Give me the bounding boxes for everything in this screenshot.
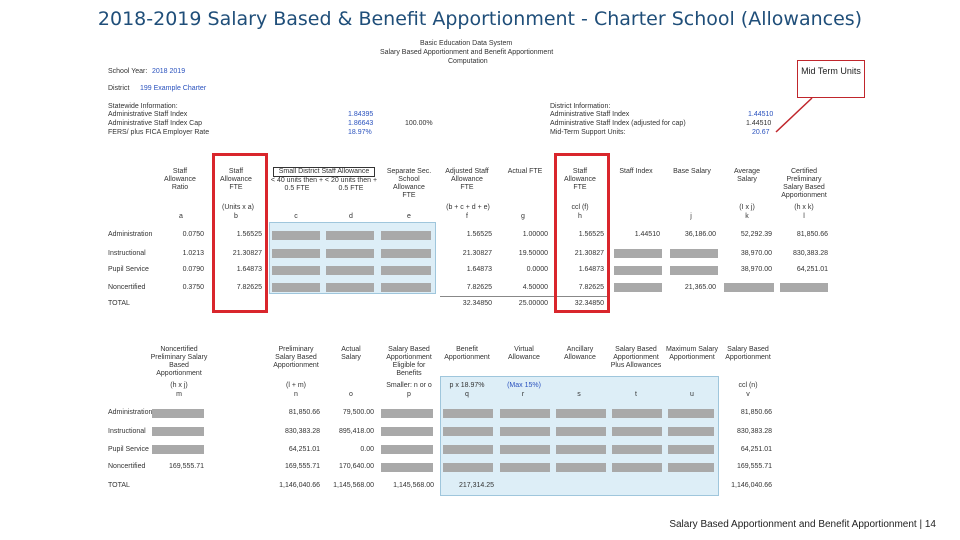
- t1-gray-cell: [381, 266, 431, 275]
- t2-note-n: (l + m): [285, 382, 307, 389]
- t2-cell: 830,383.28: [736, 428, 772, 435]
- report-header-line2: Salary Based Apportionment and Benefit Apportionment: [380, 49, 554, 56]
- t2-gray-cell: [443, 445, 493, 454]
- t1-cell: 7.82625: [578, 284, 604, 291]
- t1-code-h: h: [578, 213, 582, 220]
- t2-header-r: Virtual Allowance: [508, 346, 540, 361]
- t2-gray-cell: [668, 445, 714, 454]
- t2-total-q: 217,314.25: [458, 482, 494, 489]
- t1-gray-cell: [326, 283, 374, 292]
- district-info-value-3: 20.67: [752, 129, 770, 136]
- t2-gray-cell: [152, 409, 204, 418]
- t2-gray-cell: [500, 409, 550, 418]
- t2-gray-cell: [668, 409, 714, 418]
- t2-header-q: Benefit Apportionment: [444, 346, 490, 361]
- t2-code-t: t: [635, 391, 637, 398]
- t2-header-t: Salary Based Apportionment Plus Allowances: [610, 346, 662, 369]
- t2-gray-cell: [556, 445, 606, 454]
- t1-code-g: g: [521, 213, 525, 220]
- t1-row4-label: Noncertified: [108, 284, 146, 291]
- t2-total-p: 1,145,568.00: [393, 482, 434, 489]
- t2-row3-label: Pupil Service: [108, 446, 149, 453]
- school-year-value: 2018 2019: [152, 68, 186, 75]
- t2-cell: 830,383.28: [284, 428, 320, 435]
- t1-cell: 21,365.00: [684, 284, 716, 291]
- district-label: District: [108, 85, 130, 92]
- district-info-label-1: Administrative Staff Index: [550, 111, 630, 118]
- t1-sub-d: < 20 units then + 0.5 FTE: [324, 177, 378, 192]
- t1-total-g: 25.00000: [518, 300, 548, 307]
- t1-header-j: Base Salary: [673, 168, 711, 175]
- t2-header-o: Actual Salary: [341, 346, 361, 361]
- statewide-label-1: Administrative Staff Index: [108, 111, 188, 118]
- t1-gray-cell: [272, 231, 320, 240]
- t1-row3-label: Pupil Service: [108, 266, 149, 273]
- t2-gray-cell: [668, 427, 714, 436]
- t2-gray-cell: [443, 409, 493, 418]
- t2-header-p: Salary Based Apportionment Eligible for Benefits: [386, 346, 432, 377]
- t1-header-a: Staff Allowance Ratio: [164, 168, 196, 191]
- t2-row2-label: Instructional: [108, 428, 146, 435]
- mid-term-units-callout: Mid Term Units: [797, 60, 865, 98]
- t2-header-n: Preliminary Salary Based Apportionment: [273, 346, 319, 369]
- t2-gray-cell: [556, 409, 606, 418]
- t2-gray-cell: [152, 427, 204, 436]
- t1-cell: 1.64873: [236, 266, 262, 273]
- t2-gray-cell: [612, 463, 662, 472]
- t1-cell: 1.64873: [578, 266, 604, 273]
- t1-total-label: TOTAL: [108, 300, 130, 307]
- slide-title: 2018-2019 Salary Based & Benefit Apportionment - Charter School (Allowances): [97, 8, 863, 30]
- t1-note-k: (I x j): [739, 204, 755, 211]
- t2-gray-cell: [381, 445, 433, 454]
- t1-gray-cell: [614, 249, 662, 258]
- t1-row2-label: Instructional: [108, 250, 146, 257]
- t1-row1-label: Administration: [108, 231, 153, 238]
- t1-gray-cell: [614, 283, 662, 292]
- t1-cell: 4.50000: [522, 284, 548, 291]
- t1-cell: 21.30827: [574, 250, 604, 257]
- t2-gray-cell: [381, 427, 433, 436]
- t1-code-e: e: [407, 213, 411, 220]
- t1-code-j: j: [690, 213, 692, 220]
- t2-cell: 169,555.71: [284, 463, 320, 470]
- t2-note-q: p x 18.97%: [449, 382, 485, 389]
- t2-note-v: ccl (n): [738, 382, 758, 389]
- report-header-line3: Computation: [448, 58, 488, 65]
- t1-code-b: b: [234, 213, 238, 220]
- t2-code-p: p: [407, 391, 411, 398]
- t1-gray-cell: [780, 283, 828, 292]
- staff-allowance-fte-highlight: [212, 153, 268, 313]
- t1-gray-cell: [381, 231, 431, 240]
- t2-row4-label: Noncertified: [108, 463, 146, 470]
- t1-cell: 38,970.00: [740, 250, 772, 257]
- t2-gray-cell: [556, 427, 606, 436]
- t2-header-u: Maximum Salary Apportionment: [665, 346, 719, 361]
- t2-code-r: r: [521, 391, 525, 398]
- statewide-value-2: 1.86643: [348, 120, 374, 127]
- t1-cell: 1.0213: [182, 250, 204, 257]
- t1-cell: 0.0750: [182, 231, 204, 238]
- t1-cell: 0.0790: [182, 266, 204, 273]
- t1-cell: 19.50000: [518, 250, 548, 257]
- t1-cell: 21.30827: [232, 250, 262, 257]
- slide-footer: Salary Based Apportionment and Benefit Apportionment | 14: [669, 519, 936, 530]
- t1-header-f: Adjusted Staff Allowance FTE: [445, 168, 489, 191]
- t2-cell: 64,251.01: [288, 446, 320, 453]
- t2-cell: 64,251.01: [740, 446, 772, 453]
- t2-cell: 170,640.00: [338, 463, 374, 470]
- t1-gray-cell: [326, 231, 374, 240]
- t2-code-o: o: [349, 391, 353, 398]
- t2-gray-cell: [668, 463, 714, 472]
- t1-header-b: Staff Allowance FTE: [220, 168, 252, 191]
- t1-gray-cell: [326, 266, 374, 275]
- t1-cell: 1.56525: [236, 231, 262, 238]
- t1-gray-cell: [670, 266, 718, 275]
- t1-gray-cell: [272, 283, 320, 292]
- t1-header-k: Average Salary: [734, 168, 760, 183]
- t1-cell: 52,292.39: [740, 231, 772, 238]
- t2-cell: 81,850.66: [740, 409, 772, 416]
- t1-code-k: k: [745, 213, 749, 220]
- t2-gray-cell: [443, 463, 493, 472]
- statewide-label-3: FERS/ plus FICA Employer Rate: [108, 129, 210, 136]
- t1-header-e: Separate Sec. School Allowance FTE: [386, 168, 432, 199]
- school-year-label: School Year:: [108, 68, 148, 75]
- district-info-label-2: Administrative Staff Index (adjusted for cap): [550, 120, 686, 127]
- callout-pointer: [760, 96, 820, 136]
- staff-allowance-fte-final-highlight: [554, 153, 610, 313]
- t2-header-v: Salary Based Apportionment: [725, 346, 771, 361]
- t1-note-f: (b + c + d + e): [446, 204, 490, 211]
- t1-cell: 81,850.66: [796, 231, 828, 238]
- statewide-value-3: 18.97%: [348, 129, 372, 136]
- t1-cell: 36,186.00: [684, 231, 716, 238]
- t1-gray-cell: [272, 249, 320, 258]
- t1-note-b: (Units x a): [222, 204, 254, 211]
- t1-header-h: Staff Allowance FTE: [564, 168, 596, 191]
- t2-code-v: v: [746, 391, 750, 398]
- t1-cell: 64,251.01: [796, 266, 828, 273]
- t2-gray-cell: [381, 409, 433, 418]
- statewide-label-2: Administrative Staff Index Cap: [108, 120, 203, 127]
- t2-note-r: (Max 15%): [507, 382, 541, 389]
- statewide-heading: Statewide Information:: [108, 103, 178, 110]
- t2-total-n: 1,146,040.66: [279, 482, 320, 489]
- t2-code-q: q: [465, 391, 469, 398]
- t1-gray-cell: [272, 266, 320, 275]
- statewide-extra: 100.00%: [405, 120, 433, 127]
- t1-cell: 0.0000: [526, 266, 548, 273]
- t1-code-d: d: [349, 213, 353, 220]
- t1-cell: 830,383.28: [792, 250, 828, 257]
- t2-gray-cell: [500, 463, 550, 472]
- t1-code-l: l: [803, 213, 805, 220]
- t2-code-s: s: [577, 391, 581, 398]
- t1-gray-cell: [614, 266, 662, 275]
- t2-gray-cell: [612, 427, 662, 436]
- t2-cell: 0.00: [360, 446, 374, 453]
- t1-cell: 7.82625: [236, 284, 262, 291]
- t1-header-l: Certified Preliminary Salary Based Apportionment: [781, 168, 827, 199]
- district-info-value-1: 1.44510: [748, 111, 774, 118]
- t1-gray-cell: [326, 249, 374, 258]
- t1-total-h: 32.34850: [574, 300, 604, 307]
- t1-cell: 21.30827: [462, 250, 492, 257]
- t1-note-l: (h x k): [794, 204, 814, 211]
- t1-gray-cell: [381, 249, 431, 258]
- t1-gray-cell: [381, 283, 431, 292]
- t1-cell: 1.56525: [466, 231, 492, 238]
- t2-gray-cell: [152, 445, 204, 454]
- t2-total-v: 1,146,040.66: [731, 482, 772, 489]
- district-info-value-2: 1.44510: [746, 120, 772, 127]
- t2-gray-cell: [443, 427, 493, 436]
- t1-note-h: ccl (f): [571, 204, 589, 211]
- t1-header-g: Actual FTE: [507, 168, 543, 175]
- t2-note-p: Smaller: n or o: [386, 382, 432, 389]
- t2-gray-cell: [612, 409, 662, 418]
- t1-gray-cell: [724, 283, 774, 292]
- t2-gray-cell: [556, 463, 606, 472]
- t1-cell: 1.00000: [522, 231, 548, 238]
- t2-code-m: m: [176, 391, 182, 398]
- t2-cell: 169,555.71: [736, 463, 772, 470]
- t2-cell: 81,850.66: [288, 409, 320, 416]
- t1-code-c: c: [294, 213, 298, 220]
- t2-code-u: u: [690, 391, 694, 398]
- t1-header-small-district: Small District Staff Allowance: [273, 167, 375, 177]
- t2-code-n: n: [294, 391, 298, 398]
- t2-total-label: TOTAL: [108, 482, 130, 489]
- statewide-value-1: 1.84395: [348, 111, 374, 118]
- t2-gray-cell: [381, 463, 433, 472]
- t1-cell: 1.64873: [466, 266, 492, 273]
- t2-note-m: (h x j): [170, 382, 188, 389]
- t1-code-a: a: [179, 213, 183, 220]
- t1-gray-cell: [670, 249, 718, 258]
- t2-row1-label: Administration: [108, 409, 153, 416]
- t2-total-o: 1,145,568.00: [333, 482, 374, 489]
- t2-cell: 79,500.00: [342, 409, 374, 416]
- district-value: 199 Example Charter: [140, 85, 207, 92]
- t1-cell: 1.44510: [634, 231, 660, 238]
- t1-cell: 38,970.00: [740, 266, 772, 273]
- t2-cell: 169,555.71: [168, 463, 204, 470]
- t2-gray-cell: [500, 445, 550, 454]
- district-info-heading: District Information:: [550, 103, 611, 110]
- t2-gray-cell: [612, 445, 662, 454]
- t2-cell: 895,418.00: [338, 428, 374, 435]
- t1-cell: 7.82625: [466, 284, 492, 291]
- report-header-line1: Basic Education Data System: [420, 40, 513, 47]
- t1-header-i: Staff Index: [619, 168, 653, 175]
- t1-cell: 0.3750: [182, 284, 204, 291]
- t2-gray-cell: [500, 427, 550, 436]
- t2-header-m: Noncertified Preliminary Salary Based Apportionment: [150, 346, 208, 377]
- t1-total-f: 32.34850: [462, 300, 492, 307]
- t1-cell: 1.56525: [578, 231, 604, 238]
- t1-sub-c: < 40 units then + 0.5 FTE: [270, 177, 324, 192]
- t2-header-s: Ancillary Allowance: [564, 346, 596, 361]
- district-info-label-3: Mid-Term Support Units:: [550, 129, 626, 136]
- t1-code-f: f: [466, 213, 468, 220]
